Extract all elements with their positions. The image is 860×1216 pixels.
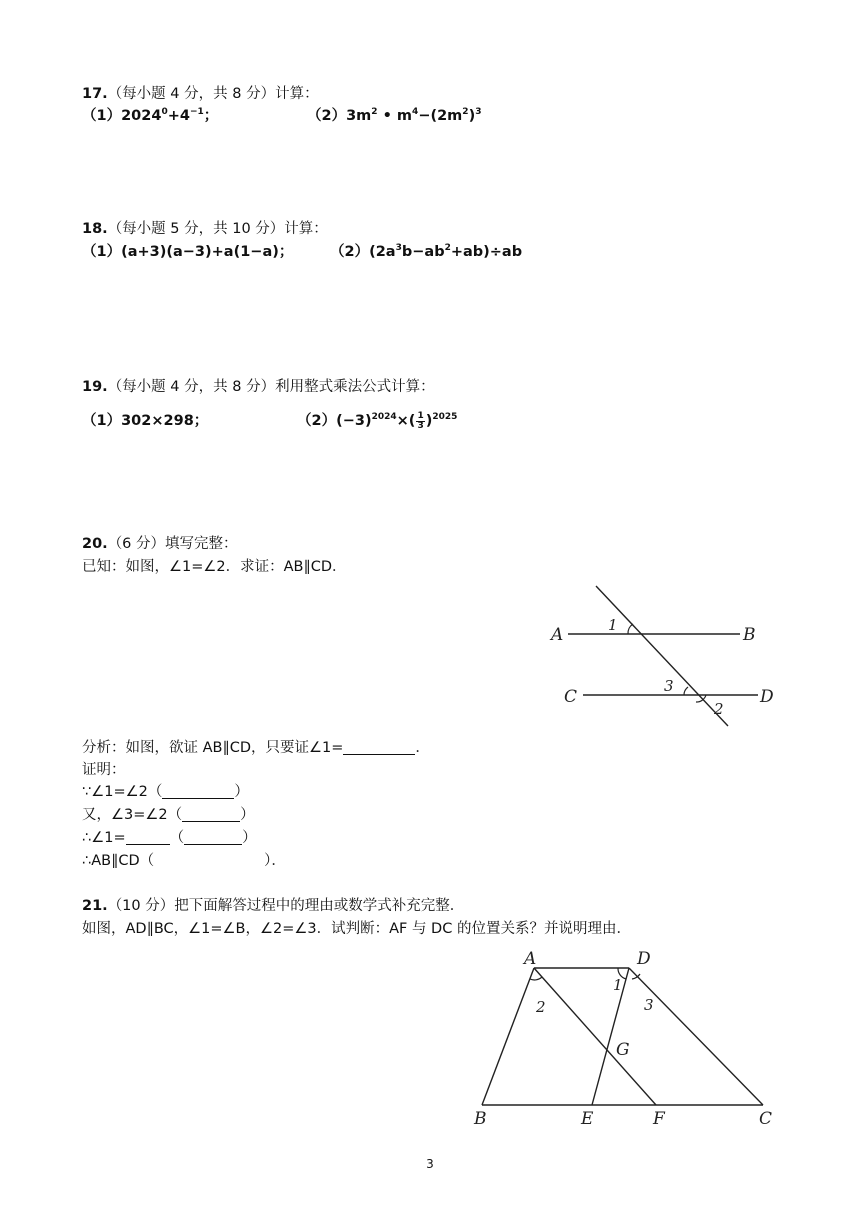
q21-label-angle2: 2 <box>536 998 546 1016</box>
q21-label-a: A <box>524 949 537 969</box>
q17-part2-exp-c: 2 <box>462 107 469 117</box>
q20-arc-angle1 <box>628 624 633 634</box>
q21-label-b: B <box>474 1109 487 1129</box>
q18-part2-term-b: b−ab <box>401 244 445 260</box>
q21-label-angle1: 1 <box>613 976 623 994</box>
q17-part2-exp-a: 2 <box>371 107 378 117</box>
q18-part2 <box>330 242 522 262</box>
q19-part2-exp: 2024 <box>371 412 397 422</box>
q18-number: 18. <box>82 221 108 237</box>
q19-part2-base: (−3) <box>336 413 372 429</box>
q21-segment-de <box>592 968 629 1105</box>
q17-part2-exp-d: 3 <box>475 107 482 117</box>
q20-step3-mid: （ <box>169 830 185 846</box>
q17-part1-exp: 0 <box>161 107 168 117</box>
q21-header <box>82 896 464 916</box>
q17-instruction: （每小题 4 分，共 8 分）计算： <box>107 86 319 102</box>
q21-label-d: D <box>637 949 651 969</box>
q20-step3-blank-a[interactable] <box>126 828 170 845</box>
q18-part2-label: （2） <box>330 244 370 260</box>
q20-transversal <box>596 586 728 726</box>
page-number: 3 <box>426 1157 434 1171</box>
q20-label-angle1: 1 <box>608 616 618 634</box>
q20-step2-end: ） <box>240 807 255 823</box>
q20-step1-end: ） <box>234 784 249 800</box>
q17-part2-term-a: 3m <box>346 108 372 124</box>
q20-step1-blank[interactable] <box>162 782 234 799</box>
q20-step3-blank-b[interactable] <box>184 828 242 845</box>
q17-part2-label: （2） <box>307 108 347 124</box>
q20-label-a: A <box>551 625 564 645</box>
q21-statement: 如图，AD∥BC，∠1=∠B，∠2=∠3．试判断：AF 与 DC 的位置关系？并说明理由． <box>82 921 631 937</box>
q19-fraction-numerator: 1 <box>417 410 424 421</box>
q20-proof-label: 证明： <box>82 762 126 778</box>
q19-part2-close: ) <box>425 413 433 429</box>
q17-part1-mid: +4 <box>167 108 190 124</box>
q17-part1-end: ； <box>203 108 219 124</box>
q19-part2 <box>297 411 457 431</box>
q20-step2-text: 又，∠3=∠2（ <box>82 807 183 823</box>
q21-segment-dc <box>629 968 763 1105</box>
q20-step1-text: ∵∠1=∠2（ <box>82 784 163 800</box>
q21-label-f: F <box>653 1109 665 1129</box>
q19-part1 <box>82 411 208 431</box>
q20-analysis-blank[interactable] <box>343 738 415 755</box>
q20-step4 <box>82 851 286 871</box>
q17-number: 17. <box>82 86 108 102</box>
q19-part1-expr: 302×298； <box>121 413 209 429</box>
q18-part2-term-a: (2a <box>369 244 396 260</box>
q17-header <box>82 84 319 104</box>
q19-part1-label: （1） <box>82 413 122 429</box>
q20-header <box>82 534 238 554</box>
q20-step2-blank[interactable] <box>182 805 240 822</box>
q20-label-c: C <box>564 687 578 707</box>
q18-part1-label: （1） <box>82 244 122 260</box>
q17-part2-exp-b: 4 <box>412 107 419 117</box>
q20-given: 已知：如图，∠1=∠2．求证：AB∥CD． <box>82 559 347 575</box>
q19-part2-close-exp: 2025 <box>432 412 458 422</box>
q20-step3 <box>82 828 257 848</box>
q19-fraction <box>416 412 424 431</box>
q20-analysis-end: ． <box>415 740 430 756</box>
q21-figure <box>466 948 786 1133</box>
q18-part2-exp-b: 2 <box>444 243 451 253</box>
q20-step1 <box>82 782 249 802</box>
q19-part2-label: （2） <box>297 413 337 429</box>
q19-part2-times: ×( <box>396 413 416 429</box>
q20-step4-text: ∴AB∥CD（ <box>82 853 155 869</box>
q20-analysis-text: 分析：如图，欲证 AB∥CD，只要证∠1= <box>82 740 344 756</box>
q21-label-g: G <box>616 1040 630 1060</box>
q21-label-e: E <box>581 1109 594 1129</box>
q20-analysis <box>82 738 430 758</box>
q20-figure <box>548 582 788 732</box>
q20-label-angle3: 3 <box>664 677 674 695</box>
q19-number: 19. <box>82 379 108 395</box>
q21-segment-af <box>534 968 656 1105</box>
q18-part2-term-c: +ab)÷ab <box>450 244 523 260</box>
q20-step3-text: ∴∠1= <box>82 830 126 846</box>
q17-part1-label: （1） <box>82 108 122 124</box>
q19-instruction: （每小题 4 分，共 8 分）利用整式乘法公式计算： <box>107 379 435 395</box>
q20-number: 20. <box>82 536 108 552</box>
q17-part2-term-b: • m <box>377 108 413 124</box>
q21-segment-ab <box>482 968 534 1105</box>
q19-fraction-denominator: 3 <box>417 420 424 431</box>
q20-step4-end: ）． <box>264 853 286 869</box>
q20-label-d: D <box>760 687 774 707</box>
q21-label-angle3: 3 <box>644 996 654 1014</box>
q17-part2 <box>307 106 481 126</box>
q17-part1-exp2: −1 <box>189 107 204 117</box>
q18-header <box>82 219 328 239</box>
q21-label-c: C <box>759 1109 773 1129</box>
q17-part1 <box>82 106 218 126</box>
q18-part1 <box>82 242 293 262</box>
q21-number: 21. <box>82 898 108 914</box>
q18-part2-exp-a: 3 <box>395 243 402 253</box>
q20-label-b: B <box>743 625 756 645</box>
q20-step3-end: ） <box>242 830 257 846</box>
q20-step2 <box>82 805 255 825</box>
q17-part2-term-d: ) <box>468 108 476 124</box>
q17-part1-base: 2024 <box>121 108 162 124</box>
q17-part2-term-c: −(2m <box>418 108 463 124</box>
q20-label-angle2: 2 <box>714 700 724 718</box>
q20-arc-angle3 <box>684 687 688 695</box>
q18-part1-expr: (a+3)(a−3)+a(1−a)； <box>121 244 294 260</box>
q19-header <box>82 377 435 397</box>
q18-instruction: （每小题 5 分，共 10 分）计算： <box>107 221 328 237</box>
q20-instruction: （6 分）填写完整： <box>107 536 238 552</box>
q21-instruction: （10 分）把下面解答过程中的理由或数学式补充完整． <box>107 898 465 914</box>
q21-arc-angle2 <box>530 977 542 980</box>
